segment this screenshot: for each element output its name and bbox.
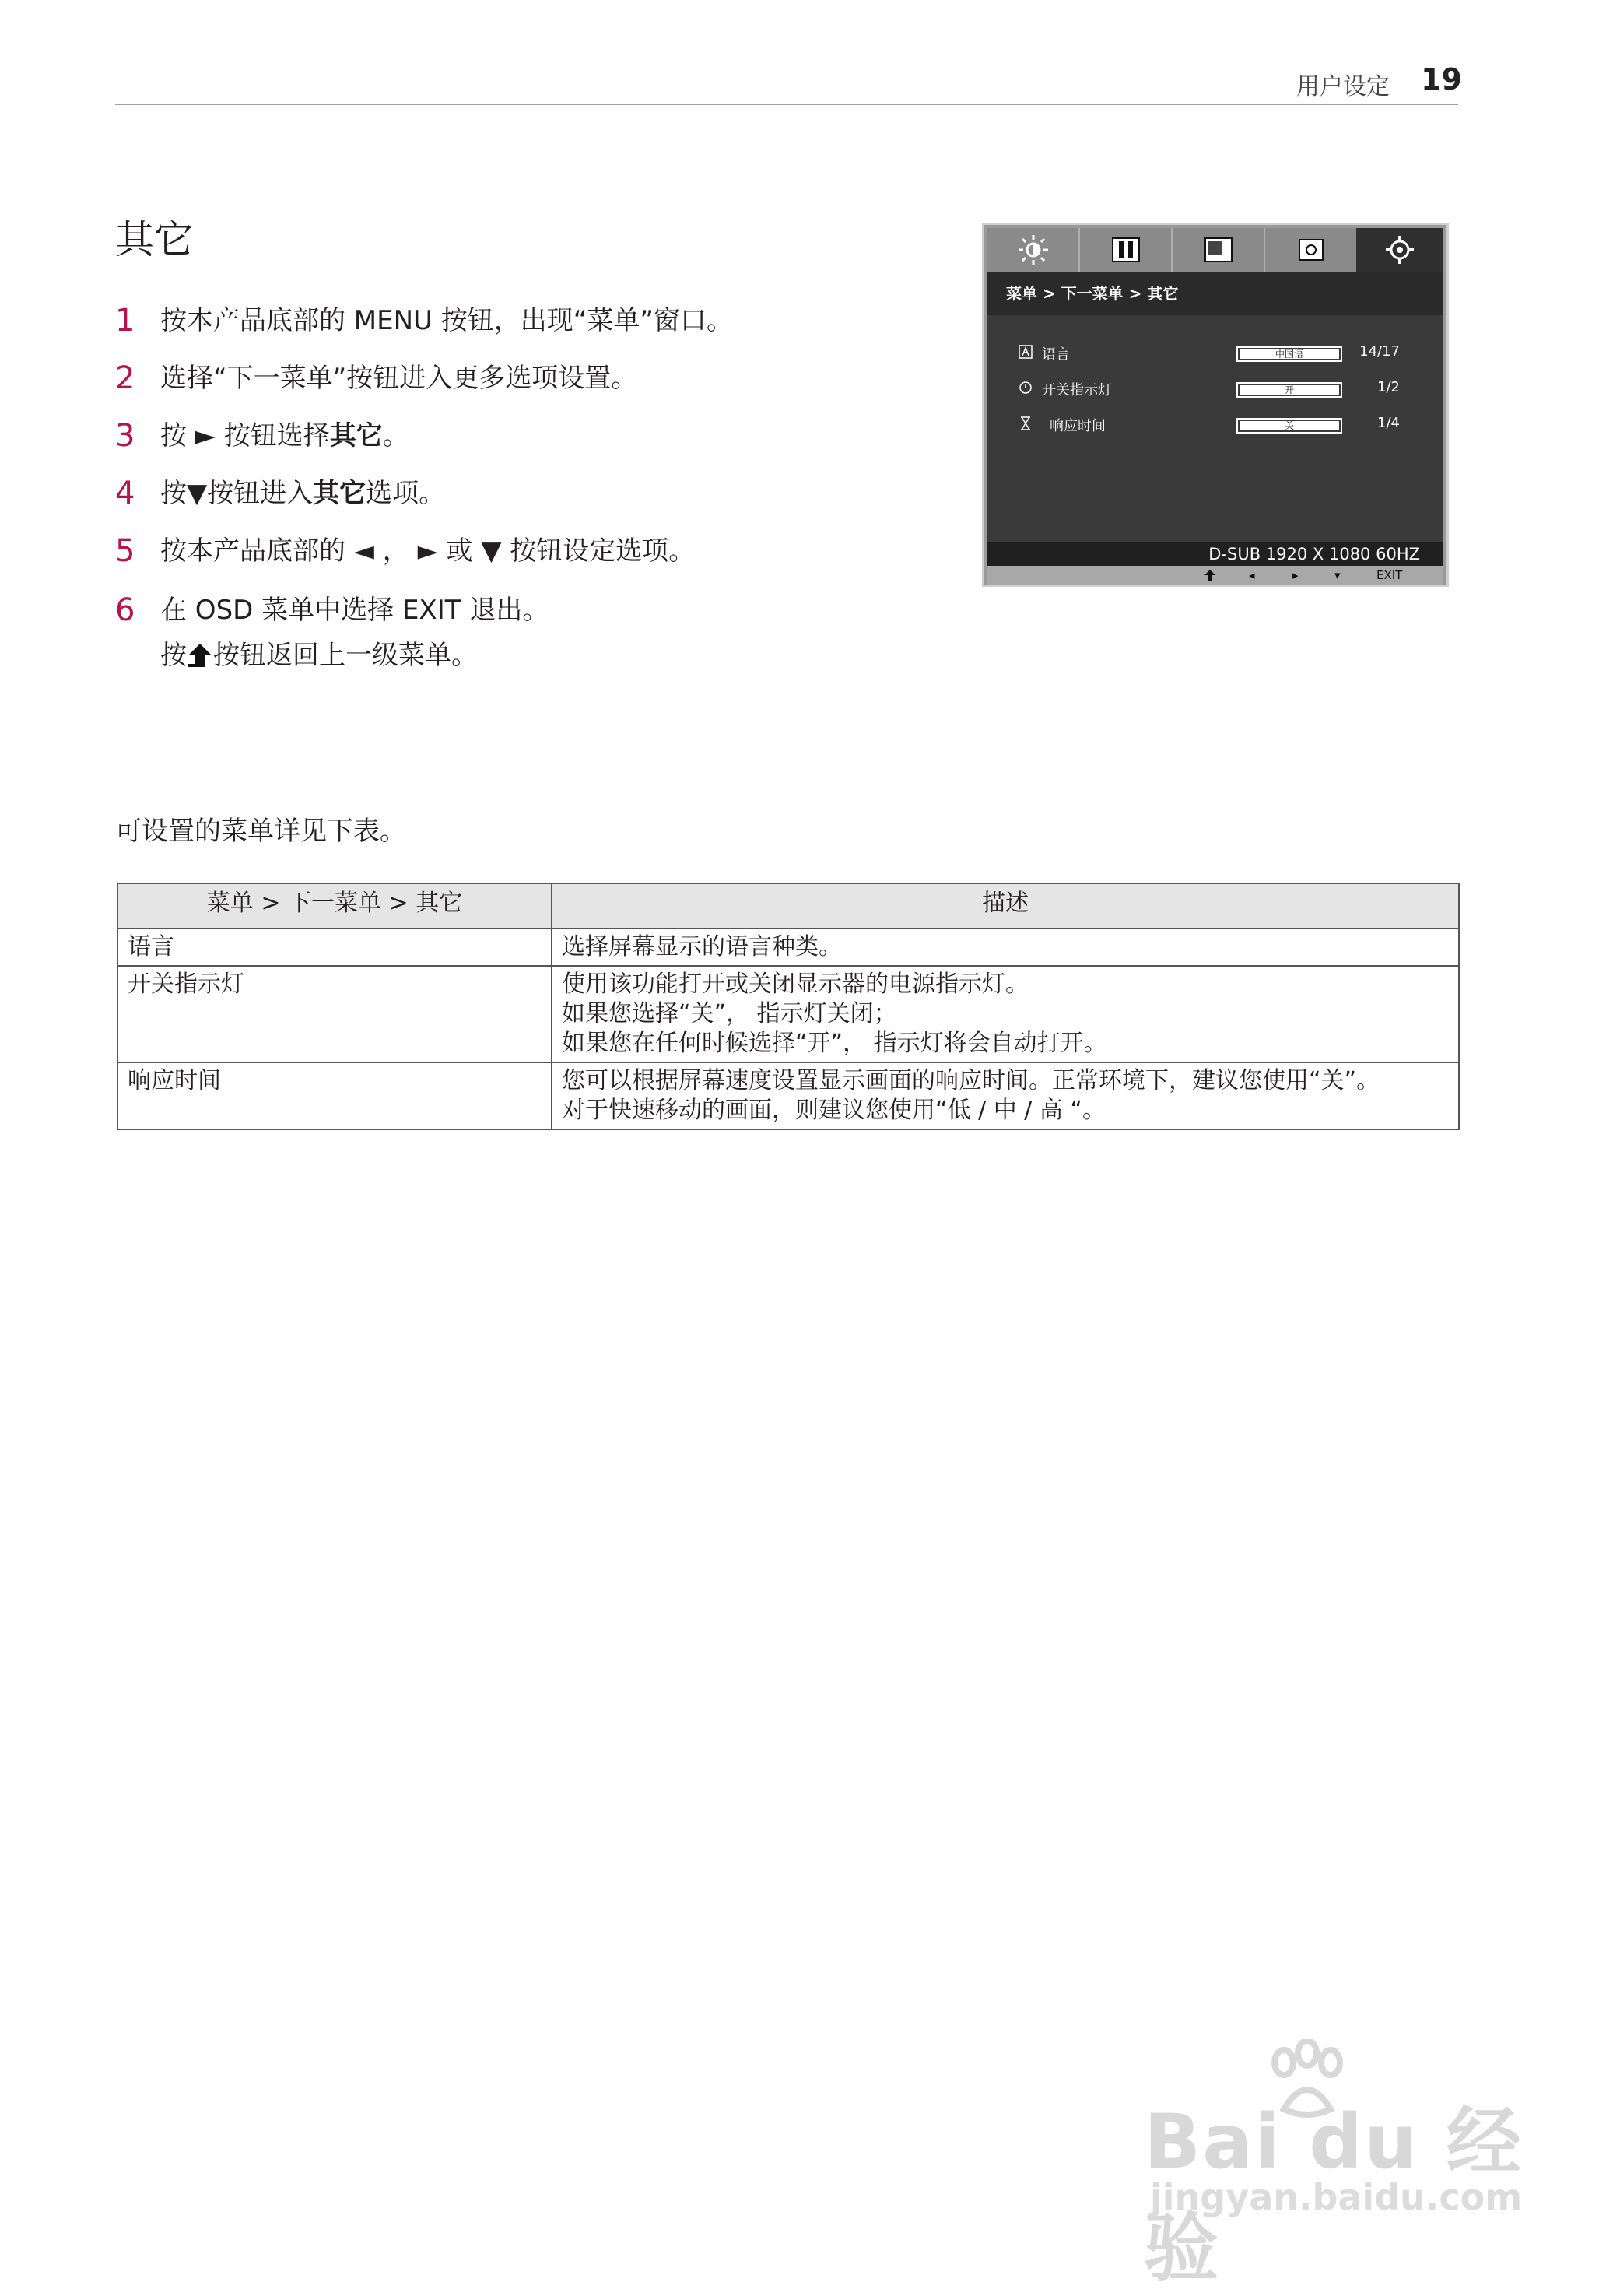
return-arrow-icon	[1204, 569, 1216, 581]
brightness-icon	[1017, 233, 1050, 266]
step-number: 6	[115, 592, 135, 628]
osd-row-power-led[interactable]	[1019, 377, 1423, 401]
step-1	[115, 299, 733, 342]
step-4	[115, 472, 445, 515]
desc-line: 对于快速移动的画面，则建议您使用“低 / 中 / 高 “。	[562, 1097, 1106, 1124]
osd-tab-bar	[987, 228, 1443, 272]
table-cell-name: 开关指示灯	[117, 966, 552, 1062]
osd-row-value: 开	[1236, 382, 1342, 398]
osd-row-language[interactable]	[1019, 342, 1423, 365]
step-6	[115, 588, 549, 632]
table-row	[117, 929, 1459, 966]
step-number: 3	[115, 418, 135, 454]
gear-icon	[1383, 233, 1416, 266]
step-number: 5	[115, 533, 135, 569]
step-2	[115, 356, 637, 400]
left-button[interactable]	[1249, 566, 1255, 585]
settings-table	[117, 883, 1460, 1130]
step-text	[160, 472, 445, 515]
step-text: 按本产品底部的 ◄ ， ► 或 ▼ 按钮设定选项。	[160, 535, 696, 567]
step-number: 1	[115, 303, 135, 339]
table-cell-desc	[552, 929, 1459, 966]
header-rule	[115, 104, 1458, 105]
osd-row-label: 响应时间	[1050, 418, 1106, 434]
subline-post: 按钮返回上一级菜单。	[213, 640, 478, 671]
step-text: 按本产品底部的 MENU 按钮，出现“菜单”窗口。	[160, 305, 733, 336]
subline-pre: 按	[160, 640, 187, 671]
return-arrow-icon	[187, 642, 213, 669]
osd-menu-screenshot	[982, 223, 1449, 587]
osd-row-value: 中国语	[1236, 346, 1342, 362]
hourglass-icon	[1019, 416, 1033, 430]
section-title: 其它	[115, 217, 193, 262]
screen-icon	[1202, 233, 1235, 266]
osd-row-label: 语言	[1042, 346, 1070, 363]
baidu-watermark	[1144, 2039, 1548, 2292]
step-6-subline	[160, 634, 478, 677]
osd-row-response-time[interactable]	[1019, 413, 1423, 437]
desc-line: 如果您选择“关”， 指示灯关闭；	[562, 1000, 897, 1027]
down-button[interactable]	[1334, 566, 1341, 585]
color-icon	[1295, 233, 1327, 266]
picture-icon	[1110, 233, 1142, 266]
step-text: 在 OSD 菜单中选择 EXIT 退出。	[160, 595, 549, 626]
step-text-bold: 其它	[329, 420, 383, 451]
osd-tab-screen[interactable]	[1173, 228, 1264, 272]
step-text-bold: 其它	[313, 478, 366, 509]
exit-button[interactable]: EXIT	[1376, 568, 1403, 582]
step-5	[115, 529, 695, 573]
step-text-post: 选项。	[366, 478, 446, 509]
osd-panel	[987, 272, 1443, 566]
table-cell-name: 语言	[117, 929, 552, 966]
header-section-title: 用户设定	[1296, 73, 1390, 100]
osd-row-count: 14/17	[1359, 343, 1400, 360]
osd-tab-brightness[interactable]	[987, 228, 1078, 272]
language-icon	[1019, 345, 1033, 359]
watermark-main: Bai du 经验	[1144, 2098, 1523, 2292]
desc-line: 如果您在任何时候选择“开”， 指示灯将会自动打开。	[562, 1030, 1107, 1057]
page-number: 19	[1421, 62, 1462, 97]
osd-tab-picture[interactable]	[1080, 228, 1171, 272]
osd-row-label: 开关指示灯	[1042, 382, 1112, 398]
step-text-post: 。	[382, 420, 409, 451]
step-3	[115, 414, 409, 458]
arrow-left-icon: ◂	[1249, 568, 1255, 582]
table-cell-name: 响应时间	[117, 1062, 552, 1129]
step-text-pre: 按▼按钮进入	[160, 478, 314, 509]
osd-tab-settings[interactable]	[1356, 228, 1443, 272]
power-led-icon	[1019, 381, 1033, 395]
table-cell-desc	[552, 1062, 1459, 1129]
step-text-pre: 按 ► 按钮选择	[160, 420, 330, 451]
osd-breadcrumb: 菜单 > 下一菜单 > 其它	[987, 272, 1443, 315]
arrow-down-icon: ▾	[1334, 568, 1341, 582]
table-row	[117, 966, 1459, 1062]
step-text	[160, 414, 409, 458]
osd-button-bar	[987, 566, 1443, 585]
table-intro: 可设置的菜单详见下表。	[115, 816, 406, 847]
step-text: 选择“下一菜单”按钮进入更多选项设置。	[160, 363, 638, 394]
table-row	[117, 1062, 1459, 1129]
desc-line: 使用该功能打开或关闭显示器的电源指示灯。	[562, 971, 1029, 998]
table-header-menu: 菜单 > 下一菜单 > 其它	[117, 883, 552, 929]
desc-line: 选择屏幕显示的语言种类。	[562, 933, 842, 960]
right-button[interactable]	[1292, 566, 1299, 585]
osd-resolution: D-SUB 1920 X 1080 60HZ	[987, 542, 1443, 566]
return-button[interactable]	[1204, 566, 1216, 585]
arrow-right-icon: ▸	[1292, 568, 1299, 582]
table-header-row	[117, 883, 1459, 929]
step-number: 4	[115, 476, 135, 511]
osd-row-count: 1/2	[1377, 379, 1400, 395]
table-header-desc: 描述	[552, 883, 1459, 929]
osd-tab-color[interactable]	[1265, 228, 1356, 272]
step-number: 2	[115, 360, 135, 396]
osd-row-count: 1/4	[1377, 415, 1400, 431]
table-cell-desc	[552, 966, 1459, 1062]
desc-line: 您可以根据屏幕速度设置显示画面的响应时间。正常环境下，建议您使用“关”。	[562, 1067, 1380, 1094]
watermark-sub: jingyan.baidu.com	[1150, 2176, 1523, 2218]
osd-row-value: 关	[1236, 418, 1342, 434]
